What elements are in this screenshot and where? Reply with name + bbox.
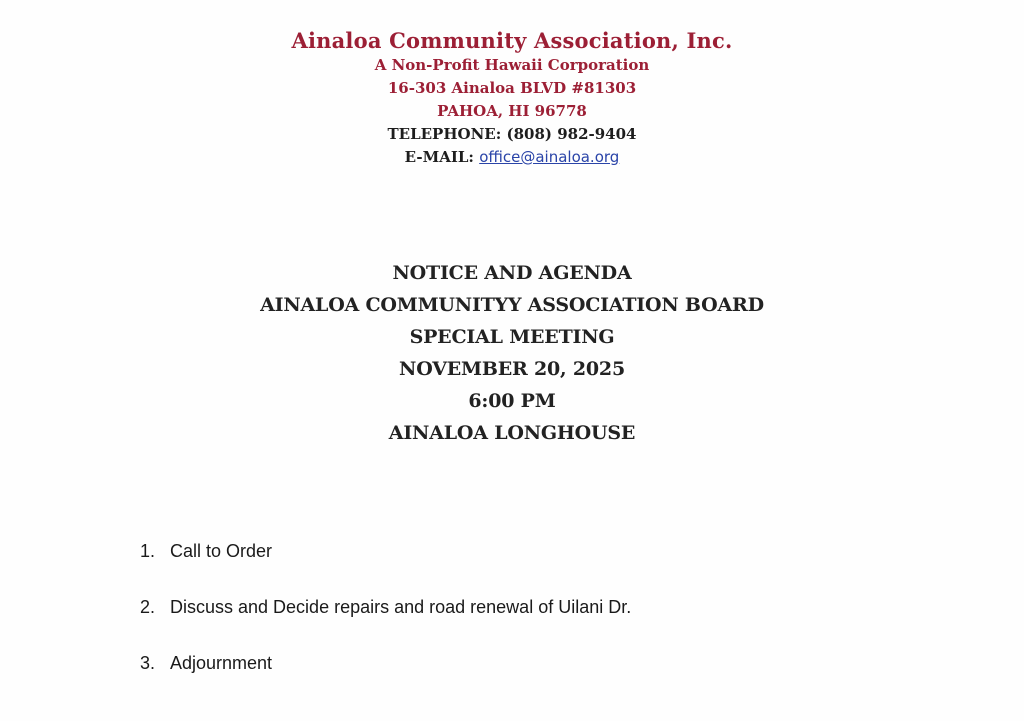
agenda-item-number: 3. bbox=[140, 653, 156, 673]
organization-name: Ainaloa Community Association, Inc. bbox=[291, 28, 733, 53]
agenda-item bbox=[140, 647, 631, 703]
address-line-1: 16-303 Ainaloa BLVD #81303 bbox=[387, 79, 637, 97]
address-line-2: PAHOA, HI 96778 bbox=[437, 102, 587, 120]
notice-heading bbox=[0, 257, 1024, 449]
email-label: E-MAIL: bbox=[404, 148, 474, 166]
email-line bbox=[0, 146, 1024, 169]
meeting-type: SPECIAL MEETING bbox=[409, 326, 615, 348]
agenda-list bbox=[140, 535, 631, 703]
agenda-item bbox=[140, 535, 631, 591]
meeting-time: 6:00 PM bbox=[468, 390, 556, 412]
agenda-item-text: Discuss and Decide repairs and road renewal of Uilani Dr. bbox=[170, 597, 632, 617]
telephone: TELEPHONE: (808) 982-9404 bbox=[387, 125, 637, 143]
agenda-item-number: 2. bbox=[140, 597, 156, 617]
agenda-item-number: 1. bbox=[140, 541, 156, 561]
agenda-item-text: Adjournment bbox=[170, 653, 273, 673]
agenda-item-text: Call to Order bbox=[170, 541, 273, 561]
meeting-location: AINALOA LONGHOUSE bbox=[388, 422, 636, 444]
meeting-date: NOVEMBER 20, 2025 bbox=[399, 358, 625, 380]
board-name: AINALOA COMMUNITYY ASSOCIATION BOARD bbox=[260, 294, 764, 316]
notice-title: NOTICE AND AGENDA bbox=[392, 262, 632, 284]
agenda-item bbox=[140, 591, 631, 647]
letterhead bbox=[0, 28, 1024, 169]
organization-subtitle: A Non-Profit Hawaii Corporation bbox=[374, 56, 650, 74]
email-link[interactable]: office@ainaloa.org bbox=[479, 148, 620, 166]
